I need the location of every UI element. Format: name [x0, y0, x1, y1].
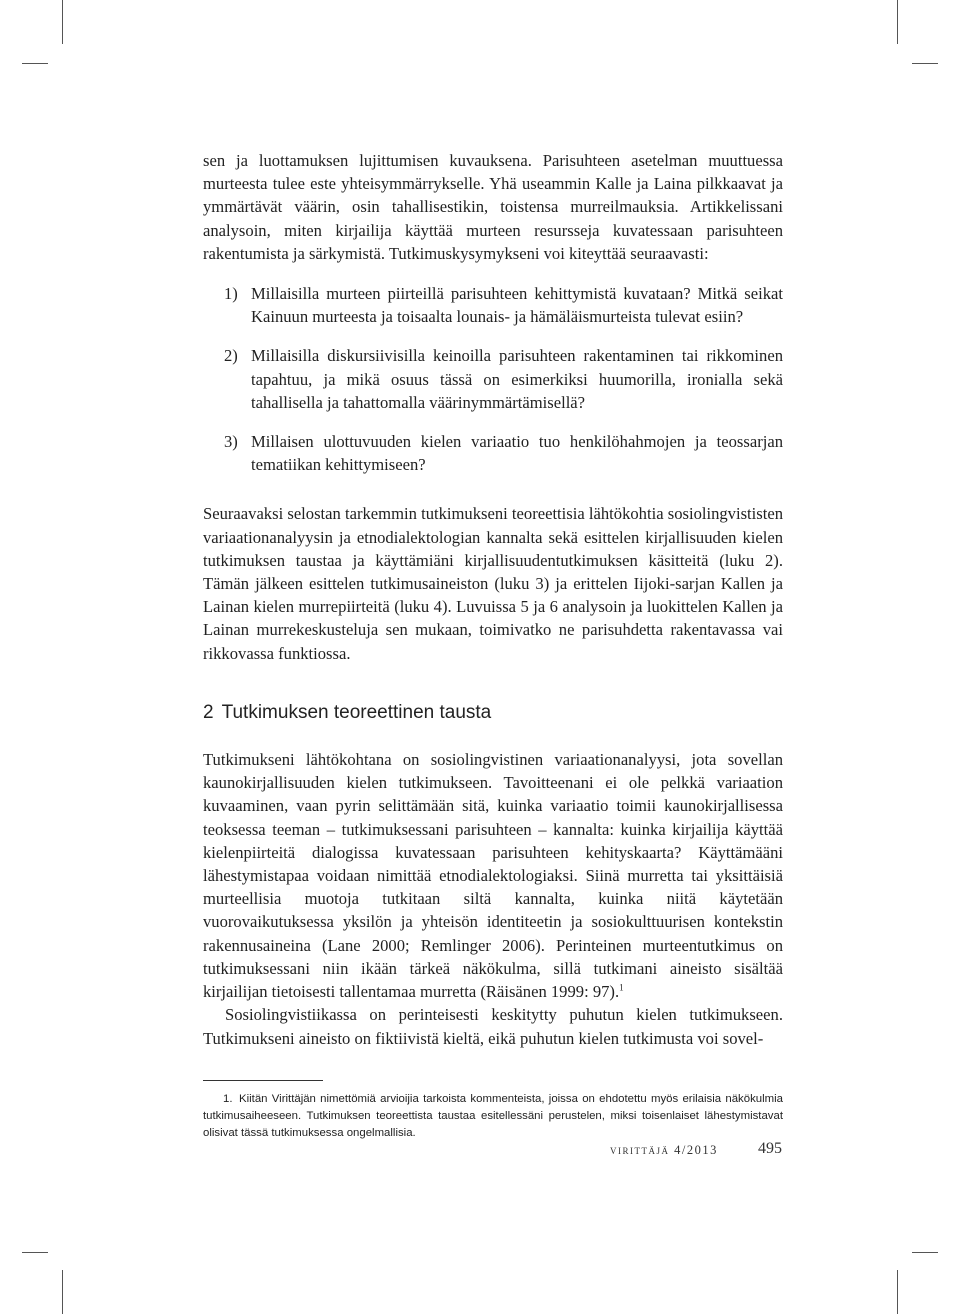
journal-name: virittäjä 4/2013	[610, 1143, 718, 1157]
intro-paragraph: sen ja luottamuksen lujittumisen kuvauksena. Parisuhteen asetelman muuttuessa murteesta tulee este yhteisymmärrykselle. Yhä useammin Kalle ja Laina pilkkaavat ja ymmärtävät väärin, osin tahallisestikin, toistensa murreilmauksia. Artikkelissani analysoin, miten kirjailija käyttää murteen resursseja kuvatessaan parisuhteen rakentumista ja särkymistä. Tutkimuskysymykseni voi kiteyttää seuraavasti:	[203, 151, 783, 263]
question-number: 2)	[224, 346, 238, 366]
question-number: 1)	[224, 284, 238, 304]
section-heading	[203, 701, 783, 724]
crop-mark	[897, 1270, 898, 1314]
section-paragraph: Tutkimukseni lähtökohtana on sosiolingvistinen variaationanalyysi, jota sovellan kaunokirjallisuuden kielen tutkimukseen. Tavoitteenani ei ole pelkkä variaation kuvaaminen, vaan pyrin selittämään sitä, kuinka variaatio toimii kaunokirjallisessa teoksessa teeman – tutkimuksessani parisuhteen – kannalta: kuinka kirjailija käyttää kielenpiirteitä dialogissa kuvatessaan parisuhteen kehityskaarta? Käyttämääni lähestymistapaa voidaan nimittää etnodialektologiaksi. Siinä murretta tai yksittäisiä murteellisia muotoja tutkitaan siltä kannalta, kuinka niitä käytetään vuorovaikutuksessa yksilön ja yhteisön identiteetin ja sosiokulttuurisen kontekstin rakennusaineina (Lane 2000; Remlinger 2006). Perinteinen murteentutkimus on tutkimuksessani niin ikään tärkeä näkökulma, sillä tutkimani aineisto sisältää kirjailijan tietoisesti tallentamaa murretta (Räisänen 1999: 97).$^1$	[203, 750, 783, 1002]
question-number: 3)	[224, 432, 238, 452]
crop-mark	[22, 1252, 48, 1253]
footnote-number: 1.	[223, 1092, 233, 1105]
section-title: Tutkimuksen teoreettinen tausta	[221, 701, 492, 723]
crop-mark	[62, 0, 63, 44]
outline-paragraph: Seuraavaksi selostan tarkemmin tutkimukseni teoreettisia lähtökohtia sosiolingvististen variaationanalyysin ja etnodialektologian kannalta sekä esittelen kirjallisuuden kielen tutkimuksen taustaa ja käyttämiäni kirjallisuudentutkimuksen käsitteitä (luku 2). Tämän jälkeen esittelen tutkimusaineiston (luku 3) ja erittelen Iijoki-sarjan Kallen ja Lainan kielen murrepiirteitä (luku 4). Luvuissa 5 ja 6 analysoin ja luokittelen Kallen ja Lainan murrekeskusteluja sen mukaan, toimivatko ne parisuhdetta rakentavassa vai rikkovassa funktiossa.	[203, 504, 783, 663]
footnote-divider	[203, 1080, 323, 1081]
list-item	[203, 282, 783, 328]
footnote	[203, 1091, 783, 1142]
section-paragraph: Sosiolingvistiikassa on perinteisesti keskitytty puhutun kielen tutkimukseen. Tutkimukseni aineisto on fiktiivistä kieltä, eikä puhutun kielen tutkimusta voi sovel-	[203, 1005, 783, 1048]
question-text: Millaisilla murteen piirteillä parisuhteen kehittymistä kuvataan? Mitkä seikat Kainuun murteesta ja toisaalta lounais- ja hämäläismurteista tulevat esiin?	[251, 284, 783, 327]
page-number: 495	[758, 1140, 782, 1157]
footnote-reference[interactable]: 1	[619, 982, 624, 993]
research-questions	[203, 282, 783, 476]
list-item	[203, 344, 783, 414]
footnote-text: Kiitän Virittäjän nimettömiä arvioijia tarkoista kommenteista, joissa on ehdotettu myös erilaisia näkökulmia tutkimusaiheeseen. Tutkimuksen teoreettista taustaa esitellessäni perustelen, miksi toisenlaiset lähestymistavat olisivat tässä tutkimuksessa ongelmallisia.	[203, 1092, 783, 1139]
crop-mark	[22, 63, 48, 64]
crop-mark	[62, 1270, 63, 1314]
section-number: 2	[203, 701, 214, 723]
question-text: Millaisilla diskursiivisilla keinoilla parisuhteen rakentaminen tai rikkominen tapahtuu, ja mikä osuus tässä on esimerkiksi huumorilla, ironialla sekä tahallisella ja tahattomalla väärinymmärtämisellä?	[251, 346, 783, 412]
crop-mark	[912, 1252, 938, 1253]
crop-mark	[897, 0, 898, 44]
crop-mark	[912, 63, 938, 64]
question-text: Millaisen ulottuvuuden kielen variaatio tuo henkilöhahmojen ja teossarjan tematiikan kehittymiseen?	[251, 432, 783, 475]
page-content	[203, 149, 783, 1142]
list-item	[203, 430, 783, 476]
